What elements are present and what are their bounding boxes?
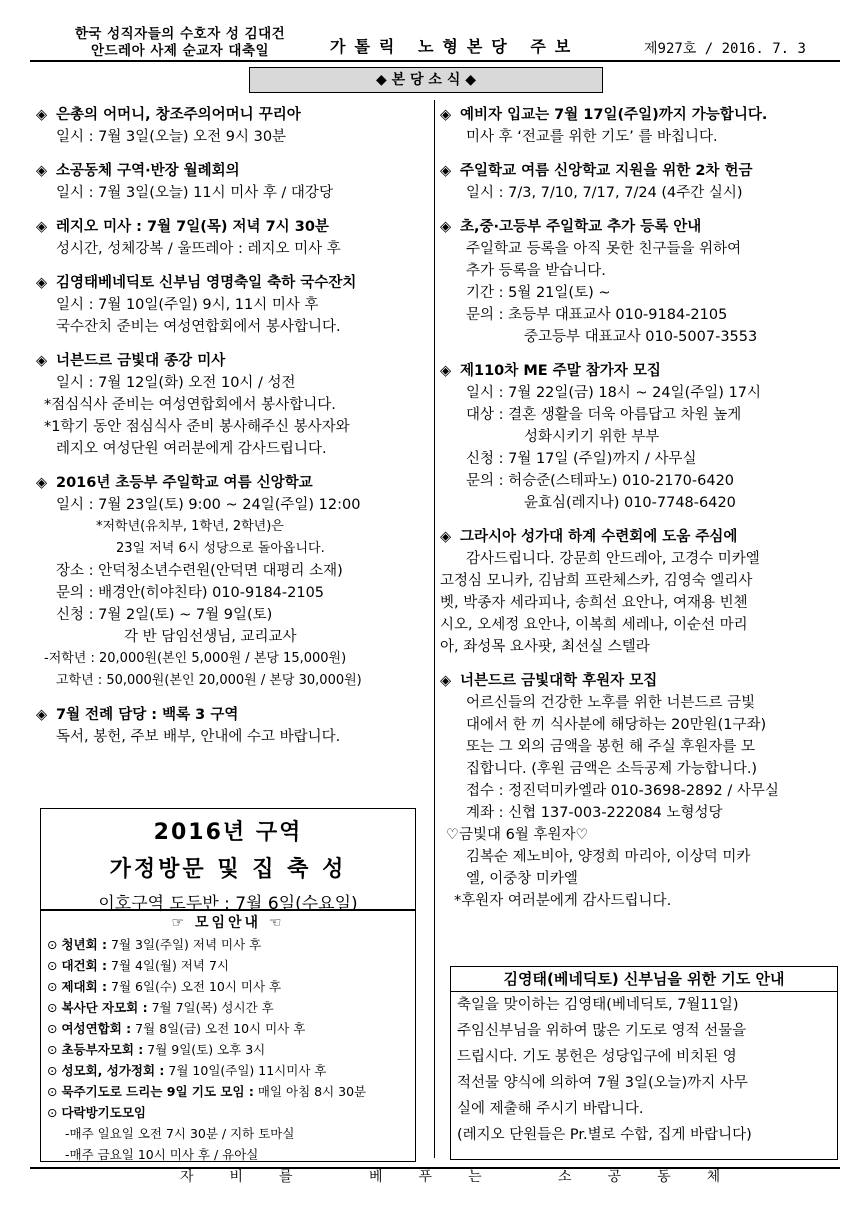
meeting-time: 매일 아침 8시 30분 (253, 1084, 367, 1099)
notice-title: 제110차 ME 주말 참가자 모집 (460, 363, 661, 379)
notice-item (36, 104, 430, 148)
diamond-icon: ◈ (36, 163, 48, 179)
event-subheading: 가정방문 및 집 축 성 (109, 857, 347, 882)
meeting-name: 제대회 : (61, 979, 108, 994)
meeting-item (41, 997, 415, 1018)
notice-line: 일시 : 7월 3일(오늘) 오전 9시 30분 (56, 129, 287, 145)
notice-line: 성시간, 성체강복 / 울뜨레아 : 레지오 미사 후 (56, 241, 341, 257)
notice-item (36, 704, 430, 748)
prayer-line: 드립시다. 기도 봉헌은 성당입구에 비치된 영 (457, 1049, 737, 1065)
notice-line: 고학년 : 50,000원(본인 20,000원 / 본당 30,000원) (56, 673, 362, 688)
notice-line: 레지오 여성단원 여러분에게 감사드립니다. (56, 441, 327, 457)
notice-line: 중고등부 대표교사 010-5007-3553 (524, 329, 758, 345)
notice-line: 일시 : 7월 22일(금) 18시 ~ 24일(주일) 17시 (466, 385, 762, 401)
notice-line: 일시 : 7월 3일(오늘) 11시 미사 후 / 대강당 (56, 185, 333, 201)
column-divider (434, 100, 435, 1158)
notice-item (440, 670, 838, 912)
notice-item (36, 472, 430, 692)
notice-line: 신청 : 7월 17일 (주일)까지 / 사무실 (466, 451, 697, 467)
notice-line: 23일 저녁 6시 성당으로 돌아옵니다. (116, 541, 325, 556)
circle-dot-icon: ⊙ (47, 1105, 62, 1120)
issue-number: 제927호 / 2016. 7. 3 (644, 41, 806, 57)
notice-line: 계좌 : 신협 137-003-222084 노형성당 (466, 805, 723, 821)
meeting-item (41, 1039, 415, 1060)
right-column (440, 104, 838, 924)
meetings-box (40, 910, 416, 1162)
notice-item (440, 360, 838, 514)
notice-line: 주일학교 등록을 아직 못한 친구들을 위하여 (466, 241, 742, 257)
notice-line: 추가 등록을 받습니다. (466, 263, 606, 279)
diamond-icon: ◈ (36, 353, 48, 369)
prayer-line: 주임신부님을 위하여 많은 기도로 영적 선물을 (457, 1023, 747, 1039)
notice-title: 레지오 미사 : 7월 7일(목) 저녁 7시 30분 (56, 219, 329, 235)
notice-line: *1학기 동안 점심식사 준비 봉사해주신 봉사자와 (44, 419, 350, 435)
notice-title: 김영태베네딕토 신부님 영명축일 축하 국수잔치 (56, 275, 357, 291)
diamond-icon: ◈ (440, 219, 452, 235)
event-schedule: 이호구역 도두반 : 7월 6일(수요일) (98, 894, 358, 914)
notice-line: 시오, 오세정 요안나, 이복희 세레나, 이순선 마리 (440, 617, 748, 633)
meeting-name: 묵주기도로 드리는 9일 기도 모임 : (61, 1084, 254, 1099)
diamond-icon: ◈ (36, 707, 48, 723)
notice-line: 또는 그 외의 금액을 봉헌 해 주실 후원자를 모 (466, 739, 755, 755)
notice-line: ♡금빛대 6월 후원자♡ (446, 827, 589, 843)
notice-item (440, 216, 838, 348)
notice-title: 초,중·고등부 주일학교 추가 등록 안내 (460, 219, 702, 235)
notice-item (36, 216, 430, 260)
notice-line: 일시 : 7/3, 7/10, 7/17, 7/24 (4주간 실시) (466, 185, 743, 201)
notice-title: 7월 전례 담당 : 백록 3 구역 (56, 707, 239, 723)
meeting-time: 7월 8일(금) 오전 10시 미사 후 (131, 1021, 306, 1036)
meeting-name: 복사단 자모회 : (61, 1000, 148, 1015)
meeting-name: 대건회 : (61, 958, 108, 973)
circle-dot-icon: ⊙ (47, 958, 62, 973)
notice-line: 일시 : 7월 10일(주일) 9시, 11시 미사 후 (56, 297, 319, 313)
bulletin-title: 가톨릭 노형본당 주보 (330, 37, 580, 56)
meeting-name: 다락방기도모임 (61, 1105, 146, 1120)
meeting-item (41, 1060, 415, 1081)
notice-line: 기간 : 5월 21일(토) ~ (466, 285, 611, 301)
meeting-time: 7월 10일(주일) 11시미사 후 (164, 1063, 327, 1078)
notice-item (36, 160, 430, 204)
header-feast-line2: 안드레아 사제 순교자 대축일 (90, 43, 270, 59)
prayer-line: (레지오 단원들은 Pr.별로 수합, 집게 바랍니다) (457, 1127, 752, 1143)
prayer-line: 축일을 맞이하는 김영태(베네딕토, 7월11일) (457, 997, 739, 1013)
notice-line: 접수 : 정진덕미카엘라 010-3698-2892 / 사무실 (466, 783, 779, 799)
notice-line: 고정심 모니카, 김남희 프란체스카, 김영숙 엘리사 (440, 573, 753, 589)
notice-line: *점심식사 준비는 여성연합회에서 봉사합니다. (44, 397, 336, 413)
left-column (36, 104, 430, 760)
circle-dot-icon: ⊙ (47, 979, 62, 994)
diamond-icon: ◈ (36, 219, 48, 235)
notice-line: -저학년 : 20,000원(본인 5,000원 / 본당 15,000원) (44, 651, 347, 666)
meeting-item (41, 934, 415, 955)
notice-line: 문의 : 허승준(스테파노) 010-2170-6420 (466, 473, 735, 489)
house-blessing-box (40, 808, 416, 914)
meeting-name: 여성연합회 : (61, 1021, 132, 1036)
notice-line: 아, 좌성목 요사팟, 최선실 스텔라 (440, 639, 650, 655)
meeting-item (41, 1102, 415, 1123)
notice-line: 벳, 박종자 세라피나, 송희선 요안나, 여재용 빈첸 (440, 595, 748, 611)
meeting-item (41, 1081, 415, 1102)
notice-item (440, 160, 838, 204)
diamond-icon: ◈ (36, 107, 48, 123)
notice-item (440, 526, 838, 658)
notice-line: 문의 : 초등부 대표교사 010-9184-2105 (466, 307, 728, 323)
circle-dot-icon: ⊙ (47, 1042, 62, 1057)
meeting-time: 7월 4일(월) 저녁 7시 (107, 958, 229, 973)
diamond-icon: ◈ (440, 529, 452, 545)
notice-line: 각 반 담임선생님, 교리교사 (124, 629, 297, 645)
notice-item (440, 104, 838, 148)
notice-item (36, 350, 430, 460)
circle-dot-icon: ⊙ (47, 1084, 62, 1099)
notice-title: 너븐드르 금빛대 종강 미사 (56, 353, 226, 369)
circle-dot-icon: ⊙ (47, 937, 62, 952)
meeting-sub: -매주 일요일 오전 7시 30분 / 지하 토마실 (65, 1126, 295, 1141)
section-banner: ◆ 본 당 소 식 ◆ (249, 67, 603, 93)
notice-title: 은총의 어머니, 창조주의어머니 꾸리아 (56, 107, 301, 123)
notice-line: 일시 : 7월 12일(화) 오전 10시 / 성전 (56, 375, 296, 391)
meetings-title: ☞ 모임안내 ☜ (171, 915, 285, 931)
diamond-icon: ◈ (36, 475, 48, 491)
notice-item (36, 272, 430, 338)
prayer-line: 적선물 양식에 의하여 7월 3일(오늘)까지 사무 (457, 1075, 748, 1091)
notice-title: 2016년 초등부 주일학교 여름 신앙학교 (56, 475, 313, 491)
meeting-item (41, 976, 415, 997)
notice-line: 집합니다. (후원 금액은 소득공제 가능합니다.) (466, 761, 758, 777)
notice-line: 대상 : 결혼 생활을 더욱 아름답고 차원 높게 (466, 407, 742, 423)
notice-title: 너븐드르 금빛대학 후원자 모집 (460, 673, 658, 689)
meeting-time: 7월 3일(주일) 저녁 미사 후 (107, 937, 262, 952)
notice-title: 주일학교 여름 신앙학교 지원을 위한 2차 헌금 (460, 163, 753, 179)
circle-dot-icon: ⊙ (47, 1063, 62, 1078)
prayer-line: 실에 제출해 주시기 바랍니다. (457, 1101, 644, 1117)
notice-title: 그라시아 성가대 하계 수련회에 도움 주심에 (460, 529, 738, 545)
notice-line: 대에서 한 끼 식사분에 해당하는 20만원(1구좌) (466, 717, 767, 733)
notice-title: 예비자 입교는 7월 17일(주일)까지 가능합니다. (460, 107, 768, 123)
notice-line: 성화시키기 위한 부부 (524, 429, 660, 445)
circle-dot-icon: ⊙ (47, 1021, 62, 1036)
notice-line: 미사 후 ‘전교를 위한 기도’ 를 바칩니다. (466, 129, 718, 145)
diamond-icon: ◈ (440, 363, 452, 379)
meeting-name: 청년회 : (61, 937, 108, 952)
circle-dot-icon: ⊙ (47, 1000, 62, 1015)
meeting-name: 성모회, 성가정회 : (61, 1063, 165, 1078)
meeting-time: 7월 9일(토) 오후 3시 (143, 1042, 266, 1057)
footer-motto: 자비를 베푸는 소공동체 (180, 1169, 757, 1185)
diamond-icon: ◈ (36, 275, 48, 291)
notice-line: 엘, 이중창 미카엘 (466, 871, 578, 887)
notice-line: 어르신들의 건강한 노후를 위한 너븐드르 금빛 (466, 695, 756, 711)
notice-line: 문의 : 배경안(히야친타) 010-9184-2105 (56, 585, 325, 601)
notice-line: 신청 : 7월 2일(토) ~ 7월 9일(토) (56, 607, 273, 623)
meeting-item (41, 955, 415, 976)
notice-title: 소공동체 구역·반장 월례회의 (56, 163, 240, 179)
notice-line: 김복순 제노비아, 양정희 마리아, 이상덕 미카 (466, 849, 751, 865)
header-feast-line1: 한국 성직자들의 수호자 성 김대건 (74, 26, 286, 42)
notice-line: 독서, 봉헌, 주보 배부, 안내에 수고 바랍니다. (56, 729, 341, 745)
meeting-sub: -매주 금요일 10시 미사 후 / 유아실 (65, 1147, 259, 1162)
meeting-time: 7월 6일(수) 오전 10시 미사 후 (107, 979, 282, 994)
notice-line: *후원자 여러분에게 감사드립니다. (454, 893, 672, 909)
notice-line: *저학년(유치부, 1학년, 2학년)은 (96, 519, 284, 534)
diamond-icon: ◈ (440, 107, 452, 123)
notice-line: 일시 : 7월 23일(토) 9:00 ~ 24일(주일) 12:00 (56, 497, 361, 513)
diamond-icon: ◈ (440, 673, 452, 689)
diamond-icon: ◈ (440, 163, 452, 179)
event-heading: 2016년 구역 (153, 820, 303, 845)
notice-line: 장소 : 안덕청소년수련원(안덕면 대평리 소재) (56, 563, 343, 579)
meeting-name: 초등부자모회 : (61, 1042, 144, 1057)
header-feast (30, 26, 330, 60)
meeting-time: 7월 7일(목) 성시간 후 (147, 1000, 274, 1015)
prayer-title: 김영태(베네딕토) 신부님을 위한 기도 안내 (451, 967, 837, 992)
notice-line: 국수잔치 준비는 여성연합회에서 봉사합니다. (56, 319, 341, 335)
notice-line: 윤효심(레지나) 010-7748-6420 (524, 495, 736, 511)
meeting-item (41, 1018, 415, 1039)
notice-line: 감사드립니다. 강문희 안드레아, 고경수 미카엘 (466, 551, 760, 567)
prayer-guide-box (450, 966, 838, 1160)
